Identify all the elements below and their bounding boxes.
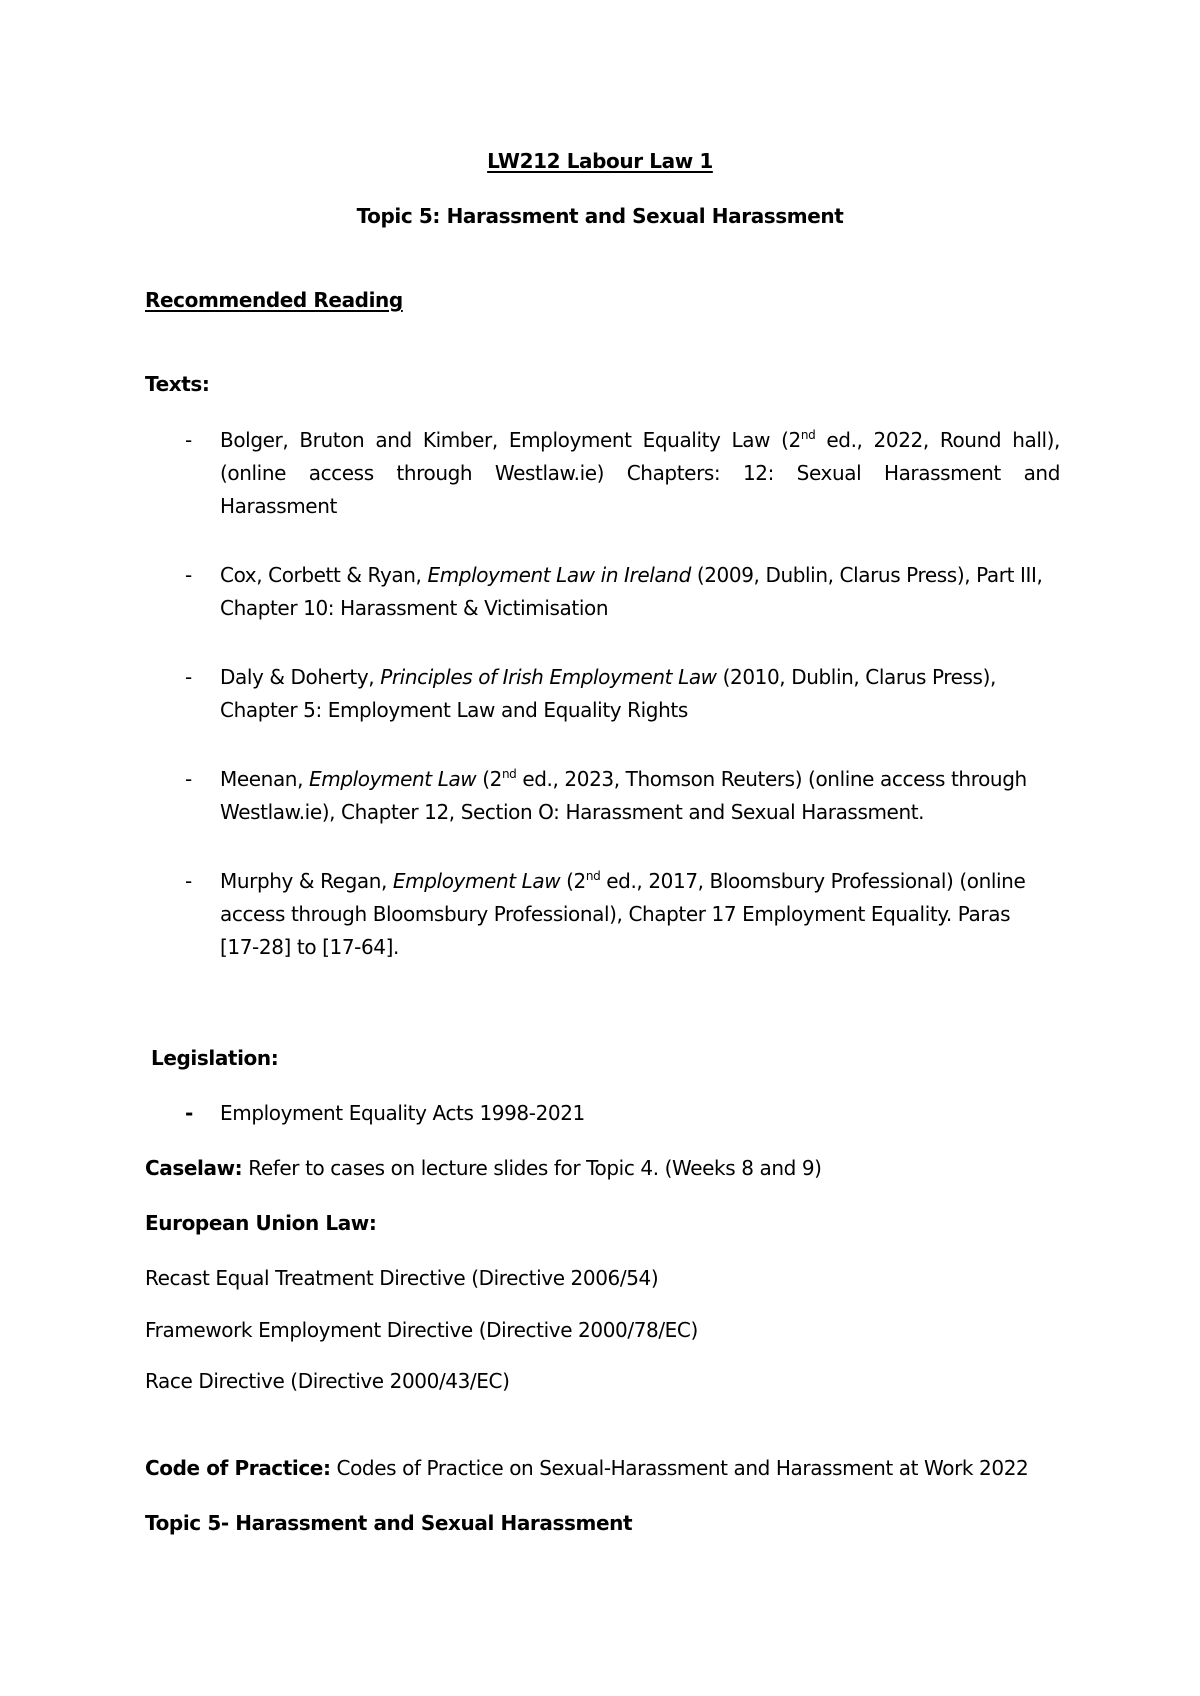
list-dash: - (185, 869, 192, 893)
reading-item-1-line2: (online access through Westlaw.ie) Chapters: 12: Sexual Harassment and (220, 461, 1060, 485)
reading-item-2-line1: Cox, Corbett & Ryan, Employment Law in Ireland (2009, Dublin, Clarus Press), Part III, (220, 563, 1043, 587)
list-dash: - (185, 1101, 193, 1125)
caselaw-line (145, 1158, 822, 1178)
legislation-item: Employment Equality Acts 1998-2021 (220, 1101, 585, 1125)
topic-heading-repeat: Topic 5- Harassment and Sexual Harassment (145, 1511, 633, 1535)
reading-item-3-line1: Daly & Doherty, Principles of Irish Employment Law (2010, Dublin, Clarus Press), (220, 665, 996, 689)
texts-heading: Texts: (145, 372, 210, 396)
reading-item-3-line2: Chapter 5: Employment Law and Equality Rights (220, 698, 688, 722)
caselaw-label: Caselaw: (145, 1156, 243, 1180)
list-dash: - (185, 767, 192, 791)
caselaw-text: Refer to cases on lecture slides for Topic 4. (Weeks 8 and 9) (242, 1156, 822, 1180)
code-of-practice-label: Code of Practice: (145, 1456, 331, 1480)
list-dash: - (185, 563, 192, 587)
list-dash: - (185, 428, 192, 452)
topic-title: Topic 5: Harassment and Sexual Harassment (356, 204, 844, 228)
reading-item-5-line3: [17-28] to [17-64]. (220, 935, 399, 959)
eu-law-item: Framework Employment Directive (Directive 2000/78/EC) (145, 1318, 698, 1342)
eu-law-heading: European Union Law: (145, 1211, 377, 1235)
code-of-practice-text: Codes of Practice on Sexual-Harassment and Harassment at Work 2022 (330, 1456, 1029, 1480)
reading-item-4-line2: Westlaw.ie), Chapter 12, Section O: Harassment and Sexual Harassment. (220, 800, 925, 824)
eu-law-item: Race Directive (Directive 2000/43/EC) (145, 1369, 510, 1393)
list-dash: - (185, 665, 192, 689)
reading-item-4-line1: Meenan, Employment Law (2nd ed., 2023, Thomson Reuters) (online access through (220, 767, 1027, 791)
reading-item-2-line2: Chapter 10: Harassment & Victimisation (220, 596, 609, 620)
recommended-reading-heading: Recommended Reading (145, 288, 403, 312)
reading-item-5-line2: access through Bloomsbury Professional), Chapter 17 Employment Equality. Paras (220, 902, 1011, 926)
code-of-practice-line (145, 1458, 1028, 1478)
course-title: LW212 Labour Law 1 (487, 149, 713, 173)
reading-item-1-line1: Bolger, Bruton and Kimber, Employment Equality Law (2nd ed., 2022, Round hall), (220, 428, 1060, 452)
reading-item-1-line3: Harassment (220, 494, 337, 518)
legislation-heading: Legislation: (151, 1046, 279, 1070)
reading-item-5-line1: Murphy & Regan, Employment Law (2nd ed., 2017, Bloomsbury Professional) (online (220, 869, 1026, 893)
eu-law-item: Recast Equal Treatment Directive (Directive 2006/54) (145, 1266, 659, 1290)
